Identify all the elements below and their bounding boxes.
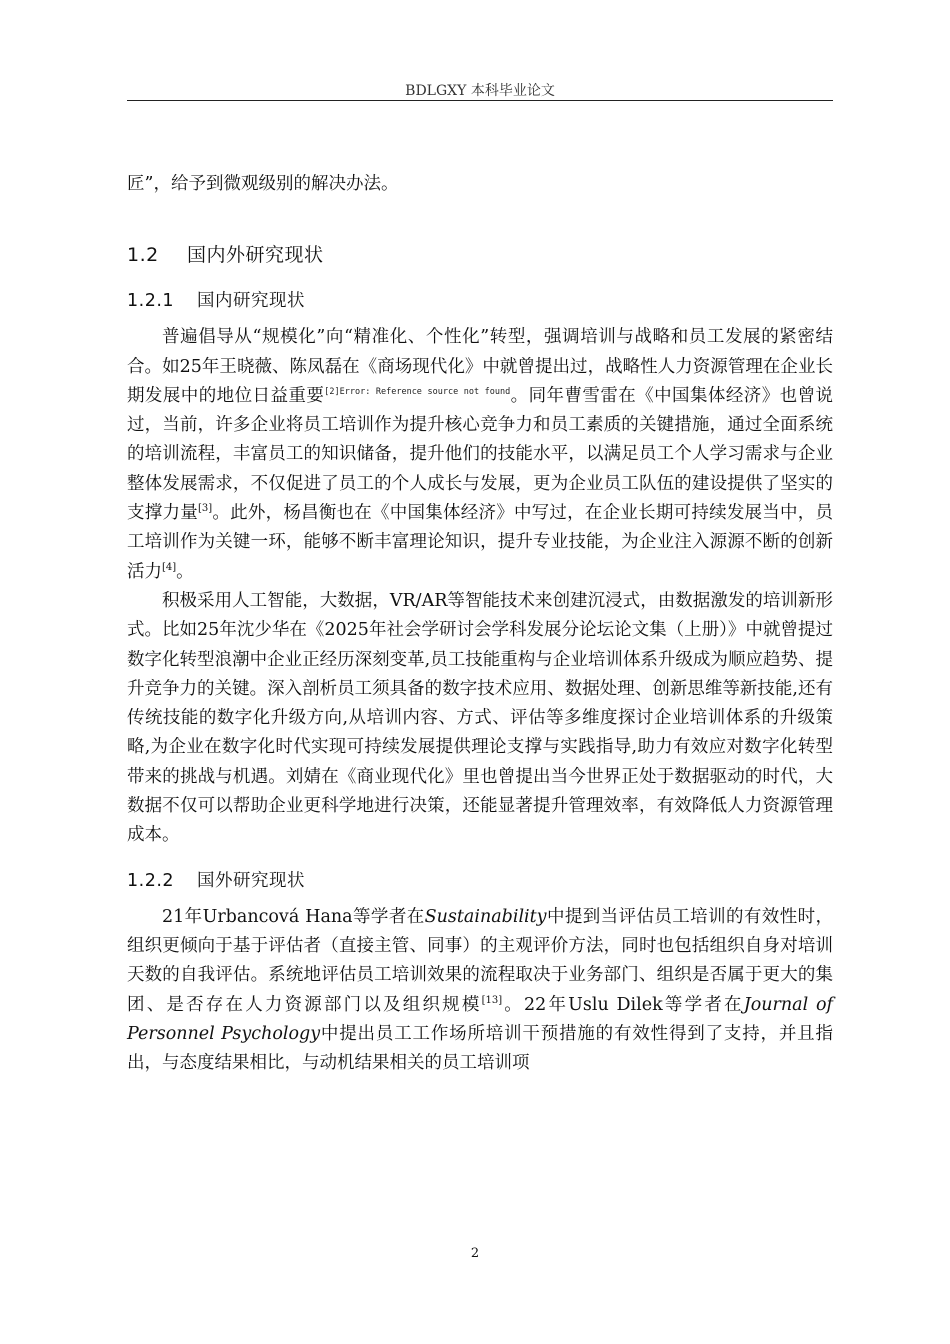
journal-title: Sustainability — [424, 906, 547, 927]
page-body — [127, 170, 833, 1078]
paragraph-domestic-2: 积极采用人工智能，大数据，VR/AR等智能技术来创建沉浸式，由数据激发的培训新形式。比如25年沈少华在《2025年社会学研讨会学科发展分论坛论文集（上册）》中就曾提过数字化转型浪潮中企业正经历深刻变革,员工技能重构与企业培训体系升级成为顺应趋势、提升竞争力的关键。深入剖析员工须具备的数字技术应用、数据处理、创新思维等新技能,还有传统技能的数字化升级方向,从培训内容、方式、评估等多维度探讨企业培训体系的升级策略,为企业在数字化时代实现可持续发展提供理论支撑与实践指导,助力有效应对数字化转型带来的挑战与机遇。刘婧在《商业现代化》里也曾提出当今世界正处于数据驱动的时代，大数据不仅可以帮助企业更科学地进行决策，还能显著提升管理效率，有效降低人力资源管理成本。 — [127, 590, 833, 846]
paragraph-text: 。 — [176, 561, 194, 582]
subsection-number: 1.2.1 — [127, 291, 175, 312]
running-header: BDLGXY 本科毕业论文 — [405, 83, 555, 99]
subsection-number: 1.2.2 — [127, 870, 175, 891]
paragraph-text: 中提到当评估员工培训的有效性时，组织更倾向于基于评估者（直接主管、同事）的主观评价方法，同时也包括组织自身对培训天数的自我评估。系统地评估员工培训效果的流程取决于业务部门、组织是否属于更大的集团、是否存在人力资源部门以及组织规模 — [127, 906, 833, 1015]
subsection-heading-domestic — [127, 287, 833, 315]
page-number: 2 — [470, 1246, 480, 1261]
citation-ref: [3] — [197, 503, 213, 515]
subsection-heading-foreign — [127, 867, 833, 895]
paragraph-text: 。22年Uslu Dilek等学者在 — [502, 994, 744, 1015]
paragraph-text: 中提出员工工作场所培训干预措施的有效性得到了支持，并且指出，与态度结果相比，与动机结果相关的员工培训项 — [127, 1023, 833, 1074]
citation-error: [2]Error: Reference source not found — [324, 386, 511, 397]
intro-fragment: 匠”，给予到微观级别的解决办法。 — [127, 174, 399, 194]
paragraph-text: 。同年曹雪雷在《中国集体经济》也曾说过，当前，许多企业将员工培训作为提升核心竞争力和员工素质的关键措施，通过全面系统的培训流程，丰富员工的知识储备，提升他们的技能水平，以满足员工个人学习需求与企业整体发展需求，不仅促进了员工的个人成长与发展，更为企业员工队伍的建设提供了坚实的支撑力量 — [127, 385, 834, 524]
subsection-title: 国外研究现状 — [197, 870, 305, 891]
section-number: 1.2 — [127, 244, 159, 267]
paragraph-foreign-1 — [127, 903, 833, 1079]
section-title: 国内外研究现状 — [187, 244, 324, 267]
section-heading — [127, 241, 833, 269]
paragraph-domestic-1 — [127, 323, 833, 587]
paragraph-text: 。此外，杨昌衡也在《中国集体经济》中写过，在企业长期可持续发展当中，员工培训作为关键一环，能够不断丰富理论知识，提升专业技能，为企业注入源源不断的创新活力 — [127, 503, 834, 582]
citation-ref: [13] — [481, 994, 503, 1006]
paragraph-text: 普遍倡导从“规模化”向“精准化、个性化”转型，强调培训与战略和员工发展的紧密结合。如25年王晓薇、陈凤磊在《商场现代化》中就曾提出过，战略性人力资源管理在企业长期发展中的地位日益重要 — [127, 327, 833, 406]
journal-title: Journal of Personnel Psychology — [127, 994, 833, 1044]
paragraph-text: 21年Urbancová Hana等学者在 — [162, 906, 425, 927]
header-rule — [127, 100, 833, 101]
subsection-title: 国内研究现状 — [197, 291, 305, 312]
citation-ref: [4] — [162, 561, 177, 573]
